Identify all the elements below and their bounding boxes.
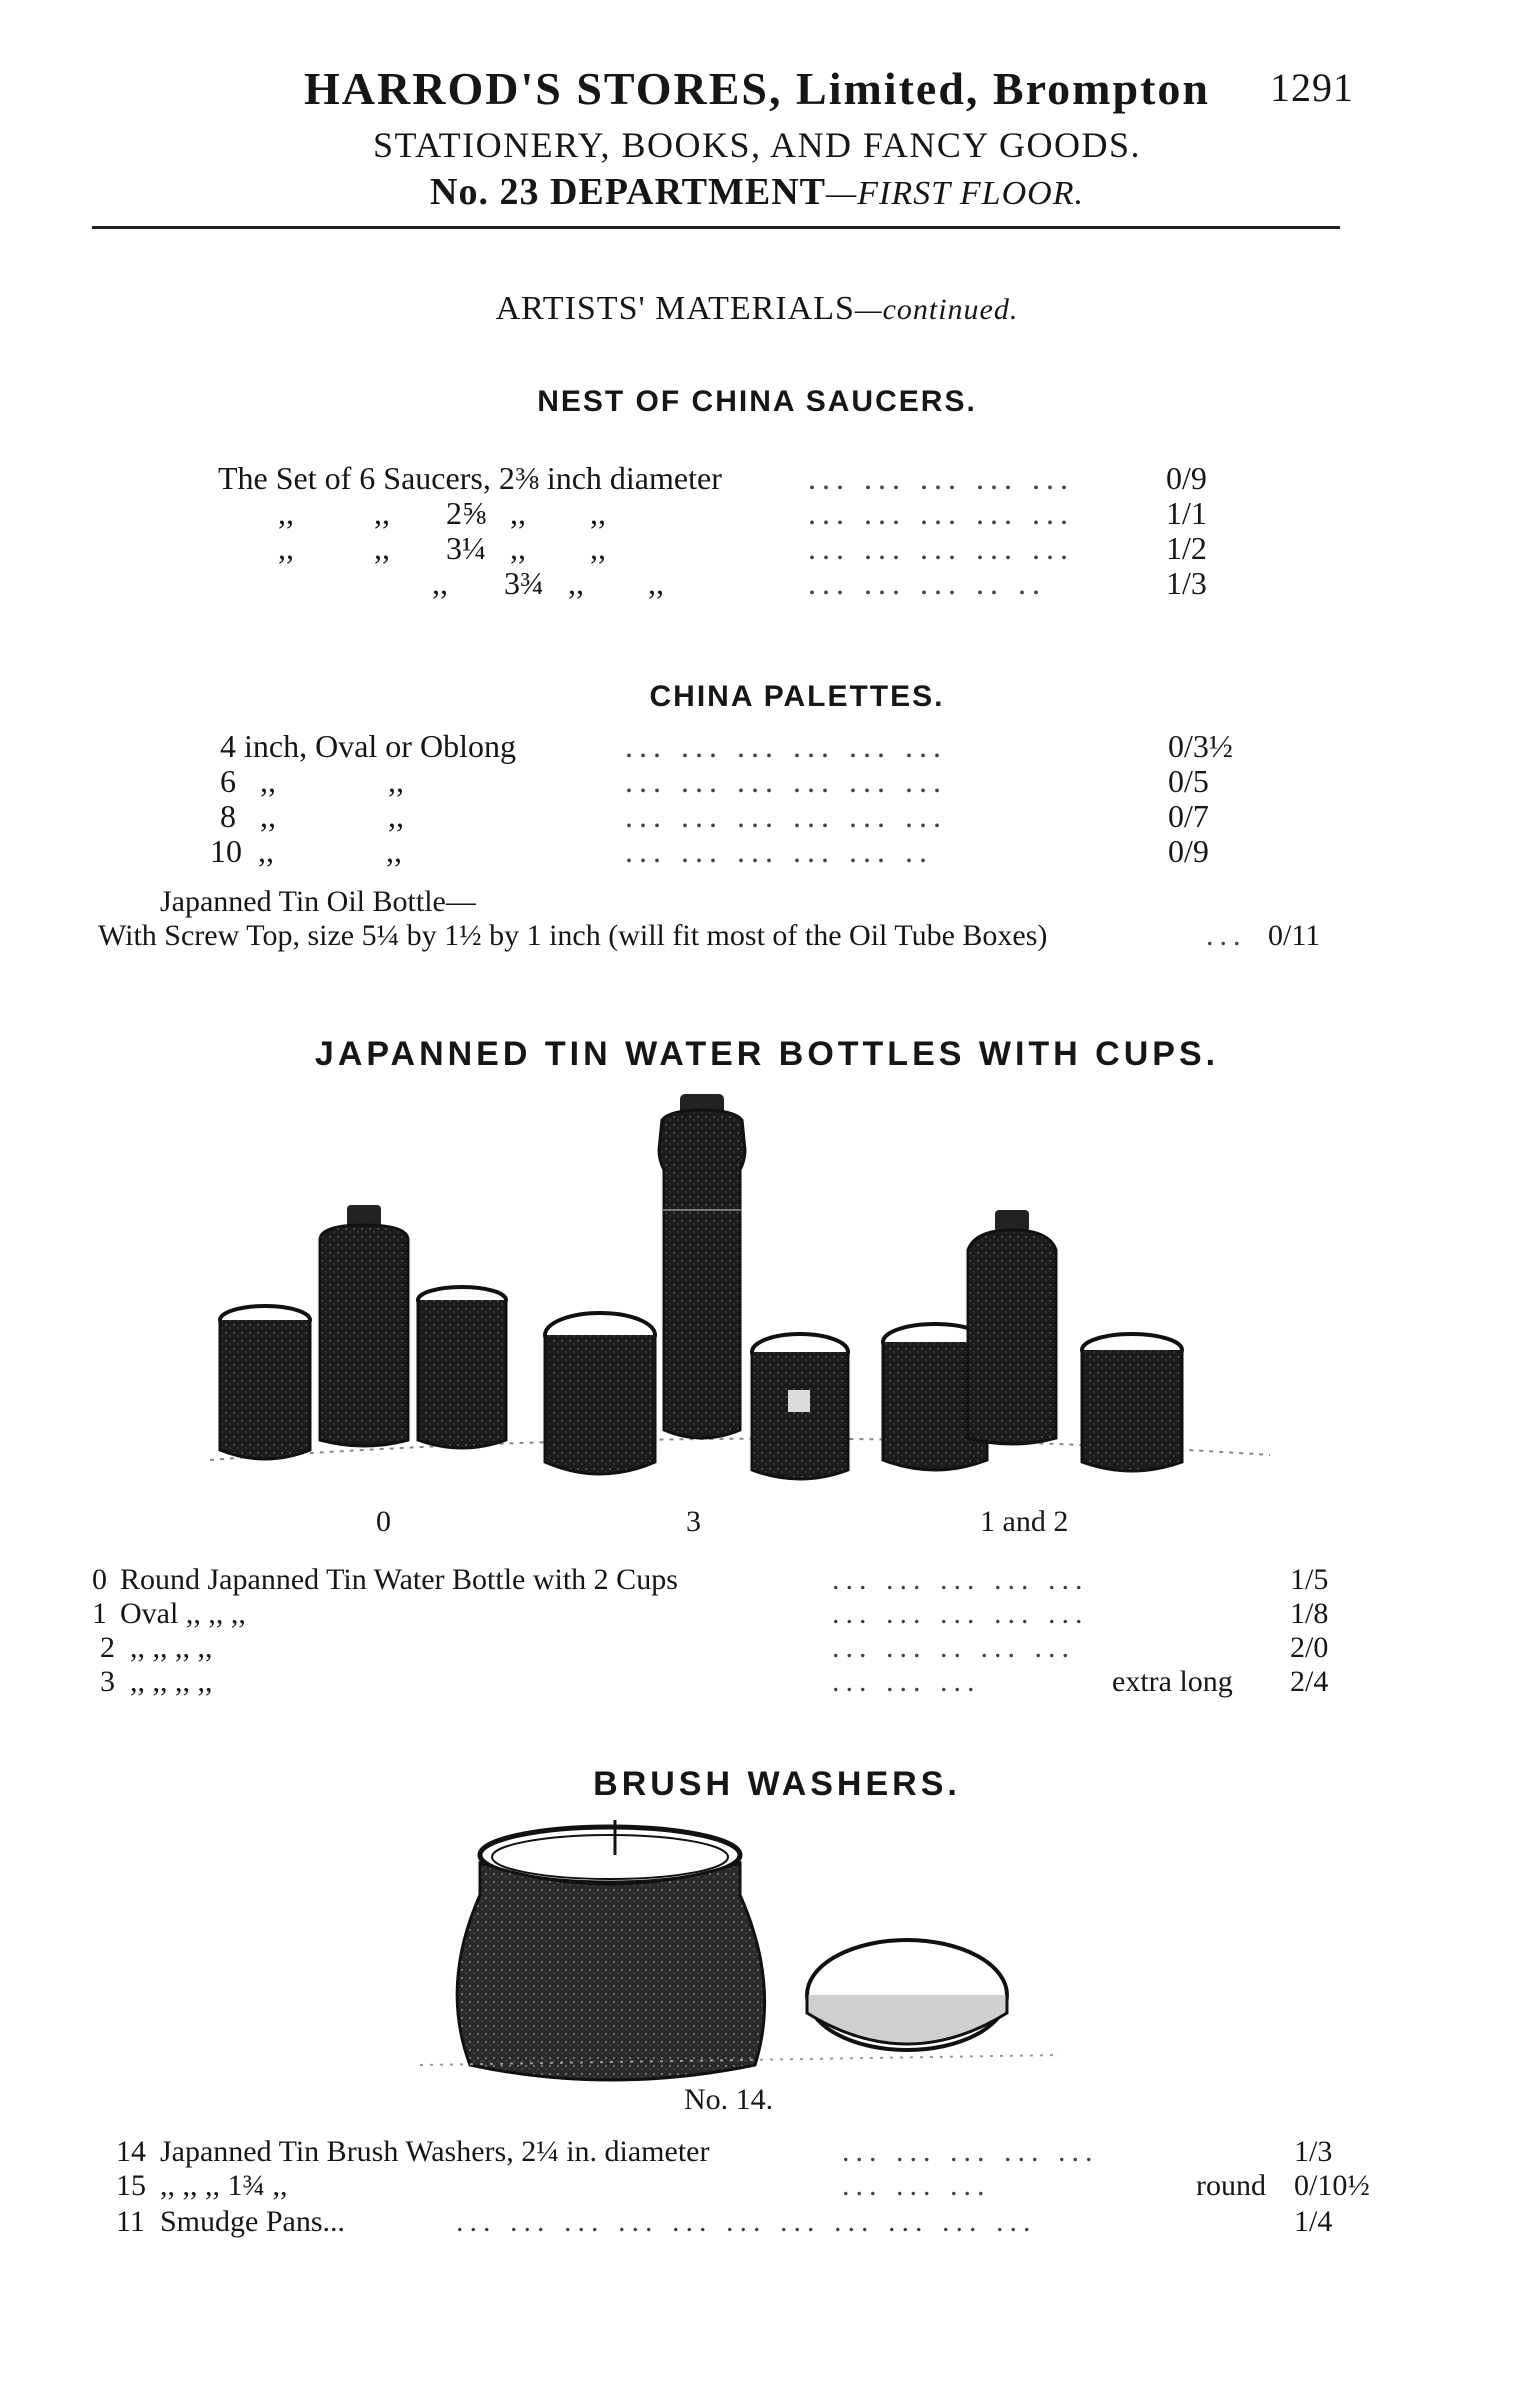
section-continued: —continued.: [854, 293, 1019, 326]
catalogue-subtitle: STATIONERY, BOOKS, AND FANCY GOODS.: [372, 125, 1142, 165]
leader-dots: ... ... ... ... ...: [832, 1597, 1089, 1630]
brush-washer-row: [116, 2168, 1370, 2204]
lid-icon: [807, 1940, 1007, 2050]
brush-washer-row: [116, 2204, 1356, 2240]
palette-row: [210, 833, 1260, 869]
row-text: Japanned Tin Brush Washers, 2¼ in. diameter: [160, 2135, 710, 2168]
water-bottle-row: [92, 1562, 1352, 1598]
leader-dots: ... ... ... ... ...: [842, 2135, 1099, 2168]
leader-dots: ... ... ... ... ...: [808, 530, 1074, 566]
palette-row-text: 4 inch, Oval or Oblong: [220, 728, 516, 764]
water-bottles-heading: JAPANNED TIN WATER BOTTLES WITH CUPS.: [314, 1035, 1220, 1073]
bottle-icon: [968, 1210, 1056, 1444]
bottle-caption-3: 3: [686, 1505, 701, 1538]
tall-bottle-icon: [659, 1094, 745, 1438]
leader-dots: ...: [1206, 919, 1247, 952]
row-number: 15: [116, 2169, 146, 2202]
department-line: [0, 170, 1514, 214]
row-price: 1/5: [1290, 1563, 1329, 1596]
leader-dots: ... ... ... ... ... ...: [625, 728, 947, 764]
palette-row: [220, 728, 1260, 764]
row-number: 2: [100, 1631, 115, 1664]
palette-row-price: 0/9: [1168, 833, 1209, 869]
leader-dots: ... ... ...: [832, 1665, 981, 1698]
brush-washer-icon: [457, 1820, 764, 2080]
leader-dots: ... ... ... ... ...: [832, 1563, 1089, 1596]
row-price: 0/10½: [1294, 2169, 1370, 2202]
cup-icon: [1082, 1334, 1182, 1471]
oil-bottle-price: 0/11: [1268, 919, 1321, 952]
brush-washer-row: [116, 2134, 1356, 2170]
palette-row-price: 0/3½: [1168, 728, 1233, 764]
row-text: ,, ,, ,, 1¾ ,,: [160, 2169, 288, 2202]
row-price: 1/8: [1290, 1597, 1329, 1630]
palette-row-price: 0/5: [1168, 763, 1209, 799]
saucer-row: [218, 495, 1218, 531]
row-price: 2/4: [1290, 1665, 1329, 1698]
bottle-icon: [320, 1205, 408, 1446]
leader-dots: ... ... ... ... ... ...: [625, 798, 947, 834]
row-text: Round Japanned Tin Water Bottle with 2 Cups: [120, 1563, 678, 1596]
floor-label: —FIRST FLOOR.: [826, 175, 1084, 212]
leader-dots: ... ... ... ... ... ... ... ... ... ... ...: [456, 2205, 1037, 2238]
palette-row: [220, 763, 1260, 799]
page-number: 1291: [1270, 65, 1354, 110]
bottle-caption-0: 0: [376, 1505, 391, 1538]
row-text: ,, ,, ,, ,,: [130, 1631, 213, 1664]
leader-dots: ... ... ... .. ..: [808, 565, 1046, 601]
water-bottle-row: [100, 1664, 1352, 1700]
saucer-row-price: 0/9: [1166, 460, 1207, 496]
palettes-heading: CHINA PALETTES.: [649, 680, 945, 713]
palette-row-text: 6 ,, ,,: [220, 763, 404, 799]
saucer-row-text: ,, ,, 3¼ ,, ,,: [278, 530, 606, 566]
leader-dots: ... ... ... ... ...: [808, 460, 1074, 496]
row-text: Oval ,, ,, ,,: [120, 1597, 246, 1630]
saucer-row-text: ,, ,, 2⅝ ,, ,,: [278, 495, 606, 531]
water-bottle-row: [92, 1596, 1352, 1632]
row-number: 14: [116, 2135, 146, 2168]
saucer-row-price: 1/2: [1166, 530, 1207, 566]
row-note: extra long: [1112, 1665, 1233, 1698]
bottle-caption-1-2: 1 and 2: [980, 1505, 1069, 1538]
department-label: No. 23 DEPARTMENT: [430, 171, 827, 213]
row-text: Smudge Pans...: [160, 2205, 346, 2238]
palette-row: [220, 798, 1260, 834]
leader-dots: ... ... ... ... ...: [808, 495, 1074, 531]
header-rule: [92, 226, 1340, 229]
leader-dots: ... ... ... ... ... ..: [625, 833, 933, 869]
washer-caption: No. 14.: [684, 2083, 774, 2116]
leader-dots: ... ... ...: [842, 2169, 991, 2202]
row-text: ,, ,, ,, ,,: [130, 1665, 213, 1698]
palette-row-text: 10 ,, ,,: [210, 833, 402, 869]
palette-row-text: 8 ,, ,,: [220, 798, 404, 834]
oil-bottle-description: With Screw Top, size 5¼ by 1½ by 1 inch (will fit most of the Oil Tube Boxes): [98, 919, 1048, 952]
cup-icon: [220, 1306, 310, 1459]
cup-icon: [418, 1287, 506, 1448]
brush-washer-illustration: [380, 1815, 1100, 2085]
oil-bottle-title-text: Japanned Tin Oil Bottle—: [160, 885, 476, 918]
cup-icon: [752, 1334, 848, 1479]
row-price: 1/4: [1294, 2205, 1333, 2238]
saucer-row-text: ,, 3¾ ,, ,,: [432, 565, 664, 601]
saucer-row: [218, 530, 1218, 566]
saucer-row: [218, 460, 1218, 496]
row-number: 0: [92, 1563, 107, 1596]
row-price: 2/0: [1290, 1631, 1329, 1664]
row-number: 3: [100, 1665, 115, 1698]
saucer-row: [218, 565, 1218, 601]
oval-cup-icon: [545, 1313, 655, 1474]
water-bottle-row: [100, 1630, 1352, 1666]
saucer-row-price: 1/1: [1166, 495, 1207, 531]
row-note: round: [1196, 2169, 1266, 2202]
leader-dots: ... ... .. ... ...: [832, 1631, 1075, 1664]
row-number: 1: [92, 1597, 107, 1630]
water-bottles-illustration: [200, 1090, 1280, 1490]
saucers-heading: NEST OF CHINA SAUCERS.: [537, 385, 977, 418]
section-name: ARTISTS' MATERIALS: [495, 290, 855, 327]
row-number: 11: [116, 2205, 145, 2238]
oil-bottle-row: [98, 918, 1348, 954]
leader-dots: ... ... ... ... ... ...: [625, 763, 947, 799]
brush-washers-heading: BRUSH WASHERS.: [593, 1765, 961, 1803]
store-title: HARROD'S STORES, Limited, Brompton: [304, 63, 1210, 114]
saucer-row-text: The Set of 6 Saucers, 2⅜ inch diameter: [218, 460, 722, 496]
row-price: 1/3: [1294, 2135, 1333, 2168]
saucer-row-price: 1/3: [1166, 565, 1207, 601]
section-title: [0, 290, 1514, 328]
palette-row-price: 0/7: [1168, 798, 1209, 834]
